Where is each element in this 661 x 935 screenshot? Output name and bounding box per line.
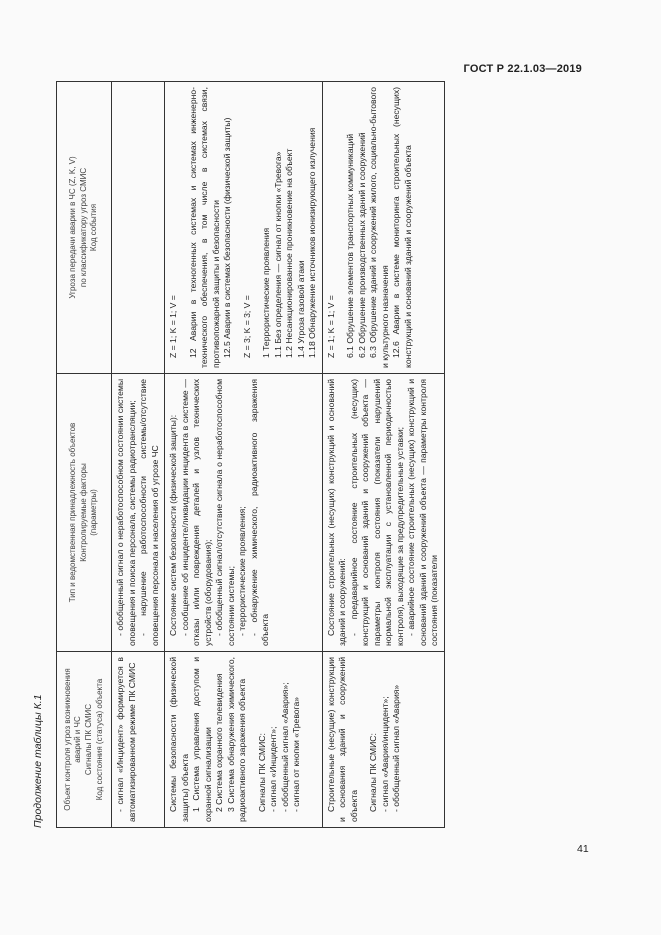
- cell-paragraph: Строительные (несущие) конструкции и основания зданий и сооружений объекта: [325, 657, 359, 822]
- cell-paragraph: - сигнал «Авария/инцидент»;: [379, 696, 390, 812]
- table-cell-c3: [165, 82, 323, 374]
- paragraph-gap: [234, 87, 242, 368]
- page-number: 41: [577, 843, 589, 855]
- header-line: Код события: [89, 203, 99, 252]
- cell-paragraph: - обобщенный сигнал о неработоспособном состоянии системы оповещения и поиска персонала, системы радиотрансляции;: [115, 379, 137, 646]
- cell-paragraph: - нарушение работоспособности системы/отсутствие оповещения персонала и населения об угрозе ЧС: [138, 379, 160, 646]
- table-header-cell: [57, 652, 112, 828]
- header-line: по классификатору угроз СМИС: [78, 167, 88, 288]
- table-cell-c3: [322, 82, 444, 374]
- cell-paragraph: 1.18 Обнаружение источников ионизирующего излучения: [307, 127, 318, 358]
- table-row: [112, 82, 165, 828]
- cell-paragraph: 12.6 Аварии в системе мониторинга строительных (несущих) конструкций и оснований зданий и сооружений объекта: [391, 87, 413, 368]
- table-cell-c1: [165, 652, 323, 828]
- table-cell-c1: [322, 652, 444, 828]
- cell-paragraph: 6.1 Обрушение элементов транспортных коммуникаций: [345, 133, 356, 358]
- cell-paragraph: - сообщение об инциденте/ликвидации инцидента в системе — отказы и/или повреждения деталей и узлов технических устройств (оборудования);: [179, 379, 213, 646]
- cell-paragraph: Сигналы ПК СМИС:: [368, 733, 379, 812]
- header-line: Тип и ведомственная принадлежность объектов: [67, 422, 77, 603]
- paragraph-gap: [249, 657, 257, 822]
- table-cell-c2: [322, 374, 444, 652]
- table-cell-c2: [165, 374, 323, 652]
- table-cell-c1: [112, 652, 165, 828]
- header-line: Контролируемые факторы: [78, 463, 88, 562]
- table-row: [165, 82, 323, 828]
- cell-paragraph: 2 Система охранного телевидения: [214, 673, 225, 812]
- cell-paragraph: 1.4 Угроза газовой атаки: [295, 260, 306, 358]
- cell-paragraph: 3 Система обнаружения химического, радиоактивного заражения объекта: [225, 657, 248, 822]
- header-line: Код состояния (статуса) объекта: [94, 678, 104, 801]
- paragraph-gap: [253, 87, 261, 368]
- standard-designation: ГОСТ Р 22.1.03—2019: [463, 63, 582, 75]
- paragraph-gap: [360, 657, 368, 822]
- cell-paragraph: Z = 3; K = 3; V =: [241, 295, 252, 358]
- rotated-page-content: [12, 82, 578, 828]
- header-line: Объект контроля угроз возникновения аварий и ЧС: [62, 668, 83, 811]
- table-cell-c2: [112, 374, 165, 652]
- cell-paragraph: 1 Террористические проявления: [261, 227, 272, 358]
- cell-paragraph: - предаварийное состояние строительных (несущих) конструкций и оснований зданий и сооружений объекта — параметры контроля состояния (показатели нарушений нормальной эксплуатации с установленной периодичностью контроля), выходящие за предупредительные уставки;: [348, 379, 405, 646]
- table-header-cell: [57, 82, 112, 374]
- cell-paragraph: - обобщенный сигнал «Авария»;: [279, 682, 290, 812]
- table-caption: Продолжение таблицы К.1: [32, 694, 44, 828]
- cell-paragraph: - террористические проявления;: [237, 506, 248, 636]
- table-header-row: [57, 82, 112, 828]
- cell-paragraph: - сигнал от кнопки «Тревога»: [291, 696, 302, 812]
- cell-paragraph: - аварийное состояние строительных (несущих) конструкций и оснований зданий и сооружений объекта — параметры контроля состояния (показатели: [406, 379, 440, 646]
- cell-paragraph: 6.2 Обрушение производственных зданий и сооружений: [356, 132, 367, 358]
- table-header-cell: [57, 374, 112, 652]
- cell-paragraph: Сигналы ПК СМИС:: [256, 733, 267, 812]
- cell-paragraph: 6.3 Обрушение зданий и сооружений жилого, социально-бытового и культурного назначения: [368, 87, 390, 368]
- cell-paragraph: - обнаружение химического, радиоактивного заражения объекта: [248, 379, 271, 646]
- paragraph-gap: [180, 87, 188, 368]
- cell-paragraph: - обобщенный сигнал «Авария»: [391, 684, 402, 812]
- cell-paragraph: Z = 1; K = 1; V =: [325, 295, 336, 358]
- table-row: [322, 82, 444, 828]
- cell-paragraph: - сигнал «Инцидент»;: [268, 726, 279, 812]
- paragraph-gap: [337, 87, 345, 368]
- cell-paragraph: - обобщенный сигнал/отсутствие сигнала о неработоспособном состоянии системы;: [214, 379, 236, 646]
- cell-paragraph: Системы безопасности (физической защиты) объекта: [168, 657, 190, 822]
- header-line: Угроза передачи аварии в ЧС (Z, K, V): [67, 156, 77, 299]
- cell-paragraph: 12.5 Аварии в системах безопасности (физической защиты): [222, 117, 233, 358]
- cell-paragraph: Состояние строительных (несущих) конструкций и оснований зданий и сооружений:: [325, 379, 348, 646]
- cell-paragraph: 12 Аварии в техногенных системах и системах инженерно-технического обеспечения, в том числе в системах связи, противопожарной защиты и безопасности: [187, 87, 221, 368]
- cell-paragraph: 1 Система управления доступом и охранной сигнализации: [191, 657, 213, 822]
- header-line: Сигналы ПК СМИС: [84, 703, 93, 776]
- cell-paragraph: Состояние систем безопасности (физической защиты):: [168, 414, 179, 636]
- header-line: (параметры): [89, 489, 99, 536]
- table-cell-c3: [112, 82, 165, 374]
- cell-paragraph: - сигнал «Инцидент» формируется в автоматизированном режиме ПК СМИС: [115, 657, 137, 822]
- table-k1: [56, 81, 445, 828]
- cell-paragraph: Z = 1; K = 1; V =: [168, 295, 179, 358]
- cell-paragraph: 1.1 Без определения — сигнал от кнопки «Тревога»: [272, 151, 283, 358]
- cell-paragraph: 1.2 Несанкционированное проникновение на объект: [284, 148, 295, 358]
